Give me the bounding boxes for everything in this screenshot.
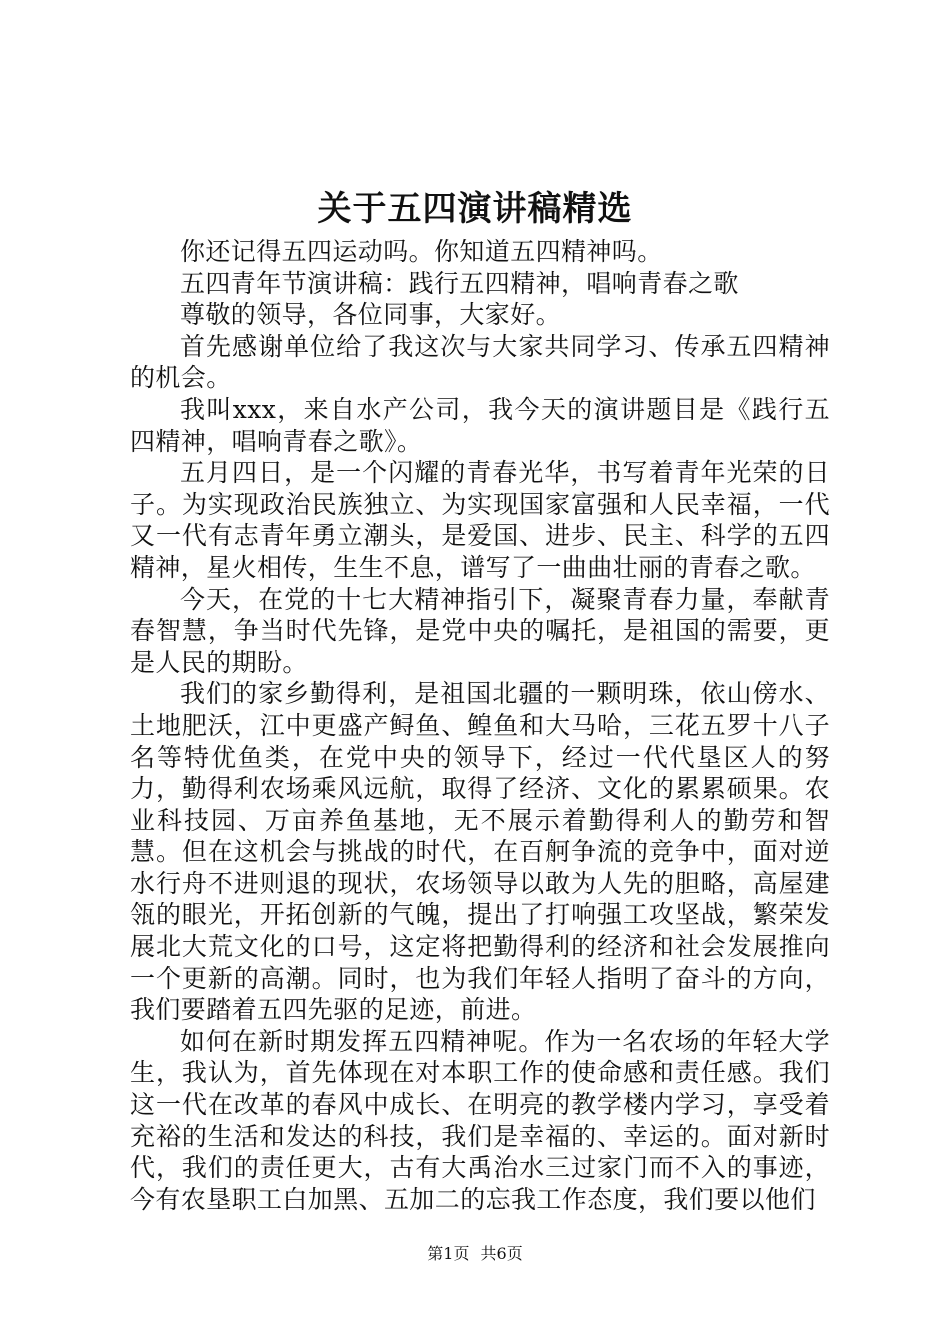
paragraph: 我们的家乡勤得利，是祖国北疆的一颗明珠，依山傍水、土地肥沃，江中更盛产鲟鱼、鳇鱼和大马哈，三花五罗十八子名等特优鱼类，在党中央的领导下，经过一代代垦区人的努力，勤得利农场乘风远航，取得了经济、文化的累累硕果。农业科技园、万亩养鱼基地，无不展示着勤得利人的勤劳和智慧。但在这机会与挑战的时代，在百舸争流的竞争中，面对逆水行舟不进则退的现状，农场领导以敢为人先的胆略，高屋建瓴的眼光，开拓创新的气魄，提出了打响强工攻坚战，繁荣发展北大荒文化的口号，这定将把勤得利的经济和社会发展推向一个更新的高潮。同时，也为我们年轻人指明了奋斗的方向，我们要踏着五四先驱的足迹，前进。 bbox=[130, 679, 830, 1025]
document-body bbox=[130, 236, 830, 1215]
paragraph: 五四青年节演讲稿：践行五四精神，唱响青春之歌 bbox=[180, 268, 739, 298]
paragraph: 我叫xxx，来自水产公司，我今天的演讲题目是《践行五四精神，唱响青春之歌》。 bbox=[130, 394, 830, 456]
document-title: 关于五四演讲稿精选 bbox=[317, 189, 633, 229]
page-number: 第1页 bbox=[427, 1244, 470, 1263]
paragraph: 你还记得五四运动吗。你知道五四精神吗。 bbox=[180, 237, 663, 266]
page-footer bbox=[0, 1243, 950, 1265]
paragraph: 五月四日，是一个闪耀的青春光华，书写着青年光荣的日子。为实现政治民族独立、为实现国家富强和人民幸福，一代又一代有志青年勇立潮头，是爱国、进步、民主、科学的五四精神，星火相传，生生不息，谱写了一曲曲壮丽的青春之歌。 bbox=[130, 458, 830, 582]
page-total: 共6页 bbox=[480, 1244, 523, 1263]
paragraph: 尊敬的领导，各位同事，大家好。 bbox=[180, 300, 562, 330]
paragraph: 今天，在党的十七大精神指引下，凝聚青春力量，奉献青春智慧，争当时代先锋，是党中央的嘱托，是祖国的需要，更是人民的期盼。 bbox=[130, 584, 830, 677]
paragraph: 如何在新时期发挥五四精神呢。作为一名农场的年轻大学生，我认为，首先体现在对本职工作的使命感和责任感。我们这一代在改革的春风中成长、在明亮的教学楼内学习，享受着充裕的生活和发达的科技，我们是幸福的、幸运的。面对新时代，我们的责任更大，古有大禹治水三过家门而不入的事迹，今有农垦职工白加黑、五加二的忘我工作态度，我们要以他们 bbox=[130, 1026, 830, 1214]
paragraph: 首先感谢单位给了我这次与大家共同学习、传承五四精神的机会。 bbox=[130, 331, 830, 393]
